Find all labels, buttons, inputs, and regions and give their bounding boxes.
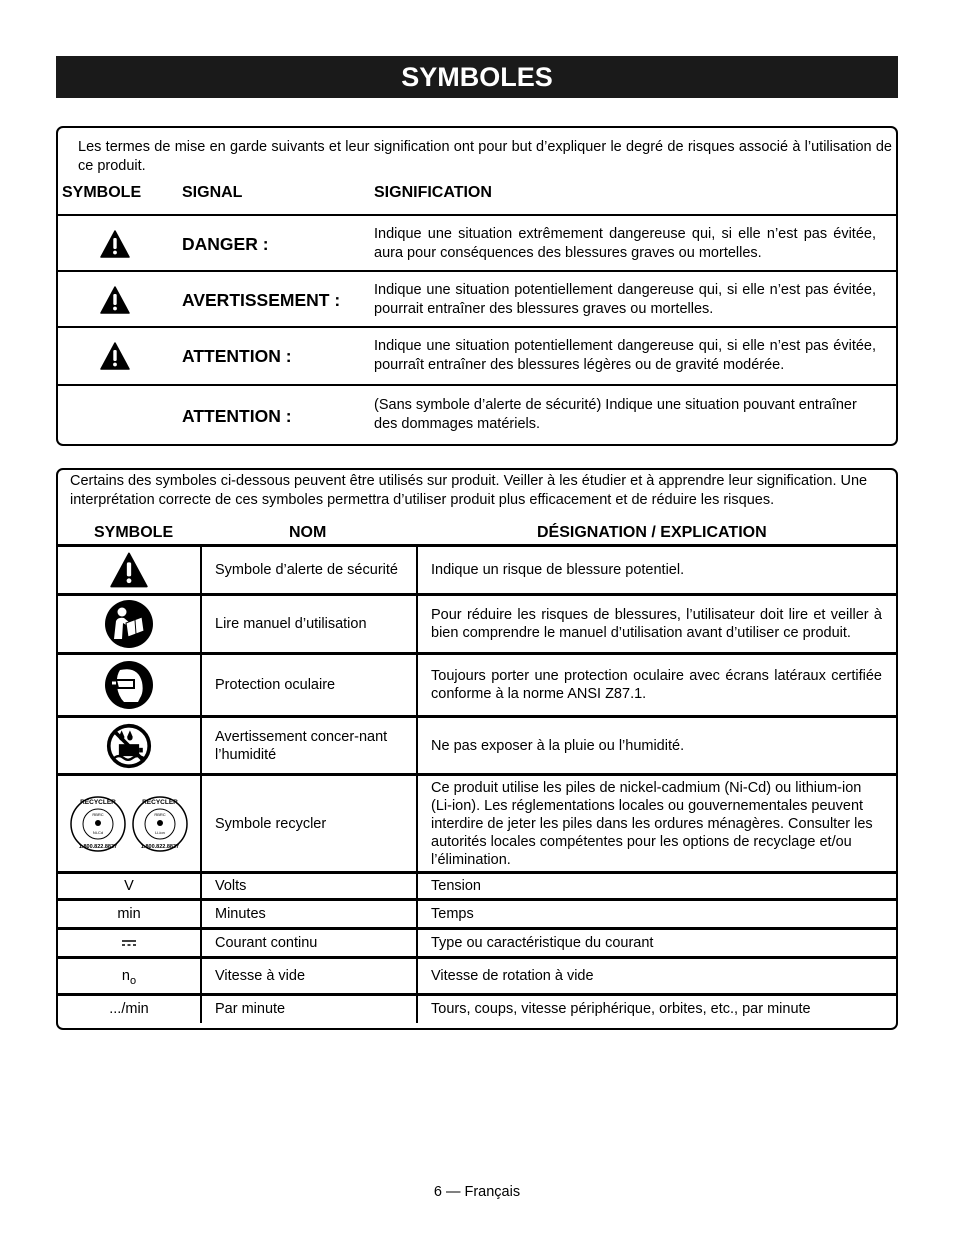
recycle-phone-text: 1.800.822.8837 <box>78 843 118 850</box>
symbol-cell: V <box>58 873 201 900</box>
explanation-cell: Toujours porter une protection oculaire avec écrans latéraux certifiée conforme à la norme ANSI Z87.1. <box>417 654 896 717</box>
warning-triangle-icon <box>100 342 130 370</box>
symbols-table <box>58 544 896 1023</box>
page-title: SYMBOLES <box>56 56 898 98</box>
name-cell: Protection oculaire <box>201 654 417 717</box>
signal-meaning: Indique une situation potentiellement dangereuse qui, si elle n’est pas évitée, pourraît entraîner des blessures légères ou de gravité modérée. <box>374 338 876 373</box>
name-cell: Courant continu <box>201 929 417 958</box>
symbol-cell <box>58 654 201 717</box>
symbol-subscript: o <box>129 974 137 987</box>
explanation-cell: Pour réduire les risques de blessures, l’utilisateur doit lire et veiller à bien comprendre le manuel d’utilisation avant d’utiliser ce produit. <box>417 595 896 654</box>
signal-row-danger <box>58 214 896 272</box>
header-symbol: SYMBOLE <box>62 184 142 201</box>
recycle-top-text: RECYCLER <box>80 798 116 806</box>
read-manual-icon <box>104 599 154 649</box>
explanation-cell: Ne pas exposer à la pluie ou l’humidité. <box>417 717 896 775</box>
symbol-n: n <box>121 967 130 984</box>
recycle-chem-text: Li-ion <box>155 829 165 835</box>
warning-triangle-icon <box>100 286 130 314</box>
wet-conditions-icon <box>106 723 152 769</box>
table-row <box>58 929 896 958</box>
signal-meaning: (Sans symbole d’alerte de sécurité) Indique une situation pouvant entraîner des dommages matériels. <box>374 397 857 432</box>
symbol-cell <box>58 929 201 958</box>
table-row <box>58 546 896 595</box>
recycle-chem-text: Ni-Cd <box>92 829 104 835</box>
symbols-intro: Certains des symboles ci-dessous peuvent être utilisés sur produit. Veiller à les étudier et à apprendre leur signification. Une interprétation correcte de ces symboles permettra d’utiliser produit plus efficacement et de réduire les risques. <box>70 473 868 508</box>
signal-meaning: Indique une situation extrêmement dangereuse qui, si elle n’est pas évitée, aura pour conséquences des blessures graves ou mortelles. <box>374 226 876 261</box>
symbol-cell <box>58 595 201 654</box>
table-row <box>58 717 896 775</box>
eye-protection-icon <box>104 660 154 710</box>
table-row <box>58 900 896 929</box>
explanation-cell: Indique un risque de blessure potentiel. <box>417 546 896 595</box>
recycle-top-text: RECYCLER <box>142 798 178 806</box>
header-meaning: SIGNIFICATION <box>374 184 492 201</box>
signal-meaning: Indique une situation potentiellement dangereuse qui, si elle n’est pas évitée, pourrait entraîner des blessures graves ou mortelles. <box>374 282 876 317</box>
name-cell: Symbole recycler <box>201 775 417 873</box>
header-signal: SIGNAL <box>182 184 243 201</box>
symbol-cell <box>58 958 201 995</box>
safety-alert-icon <box>110 552 148 588</box>
signal-row-warning <box>58 270 896 328</box>
recycle-mid-text: RBRC <box>154 811 166 817</box>
recycle-badge-liion <box>133 797 187 851</box>
header-symbol: SYMBOLE <box>94 524 174 541</box>
signal-words-box <box>56 126 898 446</box>
signal-intro: Les termes de mise en garde suivants et leur signification ont pour but d’expliquer le degré de risques associé à l’utilisation de ce produit. <box>78 139 892 174</box>
name-cell: Lire manuel d’utilisation <box>201 595 417 654</box>
header-explanation: DÉSIGNATION / EXPLICATION <box>537 524 767 541</box>
recycle-badge-nicd <box>71 797 125 851</box>
signal-label: ATTENTION : <box>182 406 292 426</box>
name-cell: Avertissement concer-nant l’humidité <box>201 717 417 775</box>
symbols-box <box>56 468 898 1030</box>
symbol-cell <box>58 775 201 873</box>
symbol-cell <box>58 546 201 595</box>
explanation-cell: Ce produit utilise les piles de nickel-cadmium (Ni-Cd) ou lithium-ion (Li-ion). Les réglementations locales ou gouvernementales peuvent interdire de jeter les piles dans les ordures ménagères. Consulter les autorités locales compétentes pour les options de recyclage et/ou l’élimination. <box>417 775 896 873</box>
table-row <box>58 995 896 1023</box>
recycle-mid-text: RBRC <box>92 811 104 817</box>
explanation-cell: Vitesse de rotation à vide <box>417 958 896 995</box>
recycle-phone-text: 1.800.822.8837 <box>140 843 180 850</box>
explanation-cell: Type ou caractéristique du courant <box>417 929 896 958</box>
page-footer: 6 — Français <box>433 1184 521 1200</box>
table-row <box>58 958 896 995</box>
explanation-cell: Temps <box>417 900 896 929</box>
explanation-cell: Tours, coups, vitesse périphérique, orbites, etc., par minute <box>417 995 896 1023</box>
recycle-icon <box>69 794 189 854</box>
table-row <box>58 873 896 900</box>
symbol-cell <box>58 717 201 775</box>
name-cell: Vitesse à vide <box>201 958 417 995</box>
direct-current-icon <box>121 939 137 947</box>
table-row <box>58 654 896 717</box>
header-name: NOM <box>289 524 327 541</box>
signal-label: AVERTISSEMENT : <box>182 290 341 310</box>
symbol-cell: min <box>58 900 201 929</box>
signal-row-caution-property <box>58 384 896 446</box>
table-row <box>58 775 896 873</box>
name-cell: Par minute <box>201 995 417 1023</box>
signal-label: ATTENTION : <box>182 346 292 366</box>
name-cell: Symbole d’alerte de sécurité <box>201 546 417 595</box>
signal-label: DANGER : <box>182 234 269 254</box>
symbol-cell: .../min <box>58 995 201 1023</box>
signal-row-caution <box>58 326 896 386</box>
warning-triangle-icon <box>100 230 130 258</box>
table-row <box>58 595 896 654</box>
name-cell: Volts <box>201 873 417 900</box>
explanation-cell: Tension <box>417 873 896 900</box>
name-cell: Minutes <box>201 900 417 929</box>
